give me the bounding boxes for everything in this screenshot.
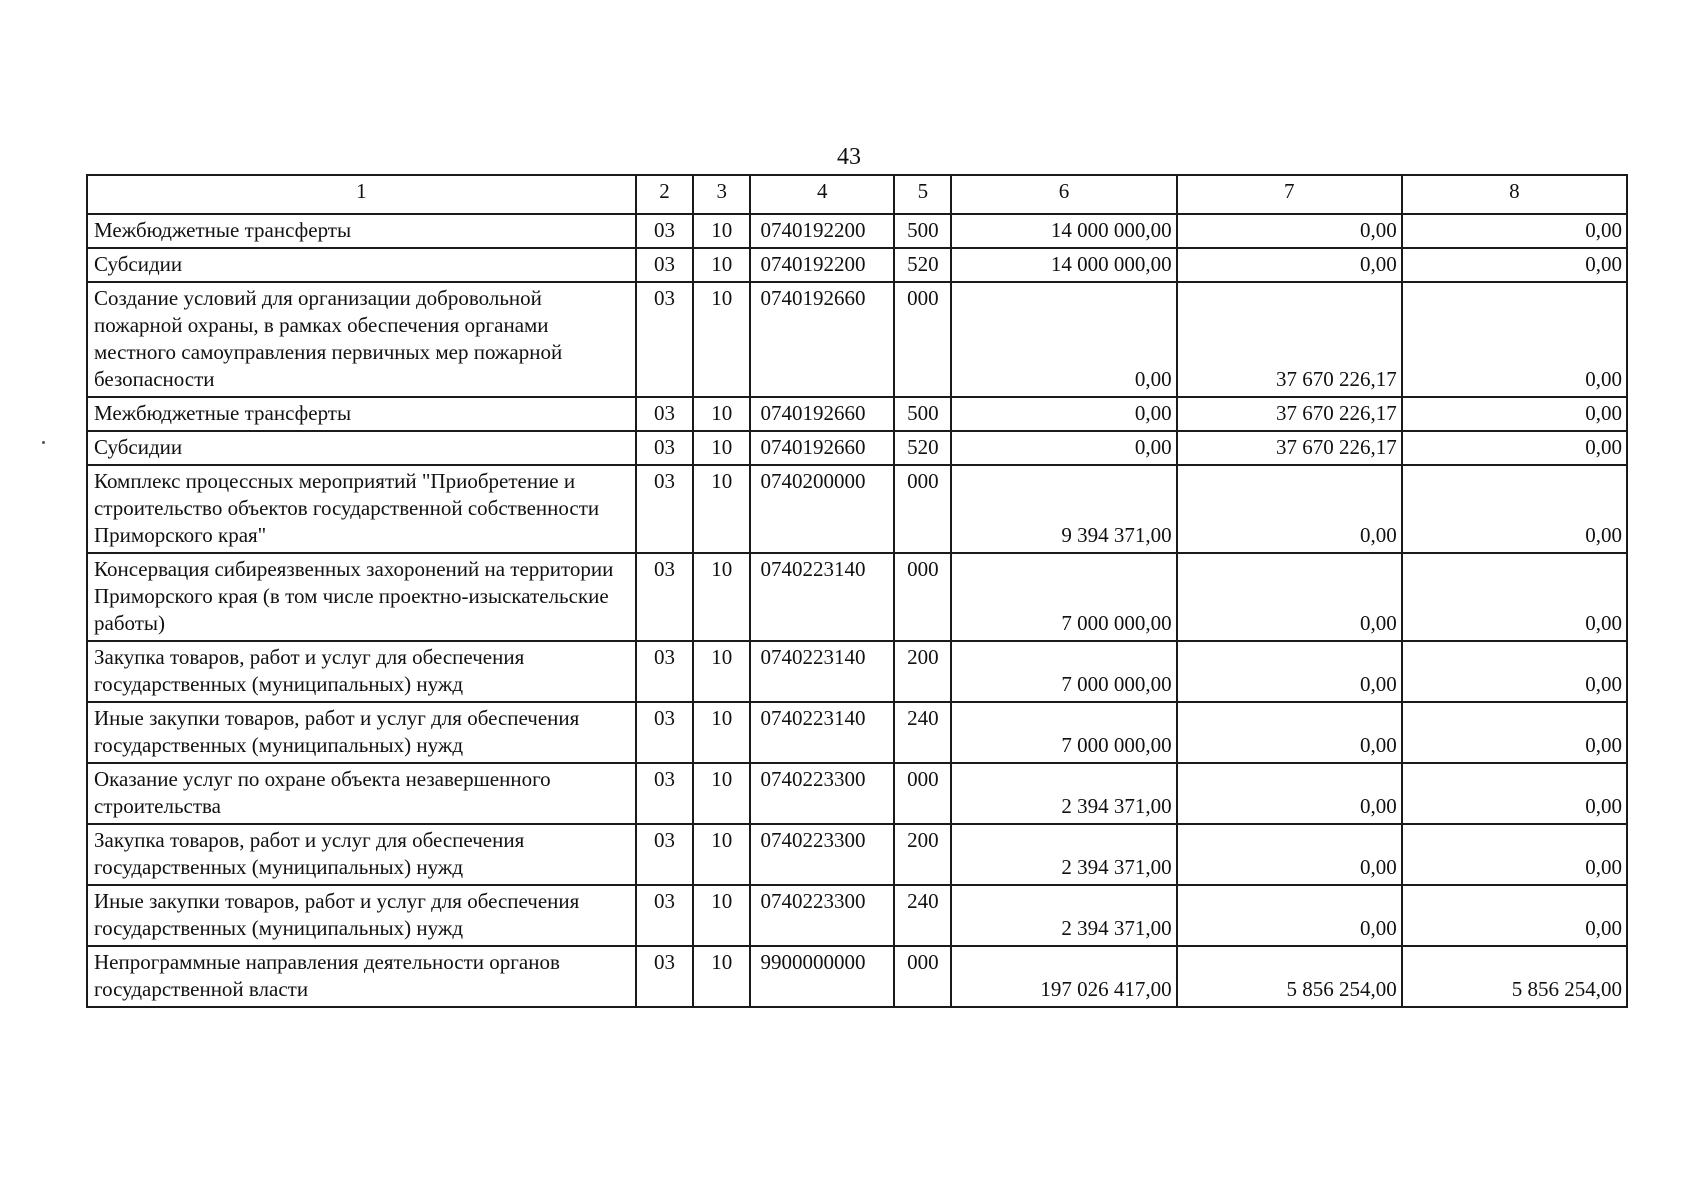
cell-amount-8: 0,00 (1402, 553, 1627, 641)
column-header: 4 (750, 175, 894, 214)
cell-amount-6: 7 000 000,00 (951, 641, 1176, 702)
table-body (87, 214, 1627, 1007)
cell-expense-type: 000 (894, 763, 951, 824)
table-row (87, 214, 1627, 248)
cell-target-article: 0740223140 (750, 641, 894, 702)
cell-subsection: 10 (693, 763, 750, 824)
cell-subsection: 10 (693, 214, 750, 248)
cell-amount-7: 0,00 (1177, 465, 1402, 553)
cell-expense-type: 520 (894, 431, 951, 465)
cell-amount-6: 14 000 000,00 (951, 214, 1176, 248)
cell-target-article: 0740223300 (750, 885, 894, 946)
cell-amount-8: 0,00 (1402, 214, 1627, 248)
cell-target-article: 0740192660 (750, 282, 894, 397)
cell-expense-type: 000 (894, 282, 951, 397)
table-row (87, 431, 1627, 465)
cell-section: 03 (636, 214, 693, 248)
column-header: 7 (1177, 175, 1402, 214)
cell-subsection: 10 (693, 431, 750, 465)
cell-section: 03 (636, 431, 693, 465)
cell-section: 03 (636, 553, 693, 641)
cell-expense-type: 000 (894, 465, 951, 553)
cell-target-article: 0740200000 (750, 465, 894, 553)
cell-amount-7: 0,00 (1177, 641, 1402, 702)
cell-target-article: 0740192660 (750, 397, 894, 431)
cell-amount-6: 2 394 371,00 (951, 824, 1176, 885)
cell-expense-type: 500 (894, 397, 951, 431)
cell-name: Межбюджетные трансферты (87, 397, 636, 431)
cell-target-article: 9900000000 (750, 946, 894, 1007)
table-row (87, 946, 1627, 1007)
cell-amount-7: 37 670 226,17 (1177, 431, 1402, 465)
cell-subsection: 10 (693, 824, 750, 885)
page-number: 43 (837, 144, 861, 170)
cell-expense-type: 200 (894, 824, 951, 885)
budget-table (86, 174, 1628, 1008)
cell-name: Субсидии (87, 248, 636, 282)
table-row (87, 641, 1627, 702)
cell-name: Иные закупки товаров, работ и услуг для обеспечения государственных (муниципальных) нужд (87, 702, 636, 763)
table-row (87, 282, 1627, 397)
cell-expense-type: 000 (894, 946, 951, 1007)
cell-subsection: 10 (693, 641, 750, 702)
cell-name: Оказание услуг по охране объекта незавершенного строительства (87, 763, 636, 824)
cell-target-article: 0740192660 (750, 431, 894, 465)
cell-amount-6: 0,00 (951, 431, 1176, 465)
cell-target-article: 0740192200 (750, 214, 894, 248)
cell-section: 03 (636, 885, 693, 946)
cell-expense-type: 240 (894, 885, 951, 946)
cell-amount-6: 7 000 000,00 (951, 553, 1176, 641)
cell-section: 03 (636, 824, 693, 885)
cell-section: 03 (636, 465, 693, 553)
cell-expense-type: 240 (894, 702, 951, 763)
cell-amount-7: 0,00 (1177, 824, 1402, 885)
cell-section: 03 (636, 397, 693, 431)
table-row (87, 885, 1627, 946)
cell-section: 03 (636, 641, 693, 702)
cell-subsection: 10 (693, 946, 750, 1007)
cell-expense-type: 500 (894, 214, 951, 248)
cell-subsection: 10 (693, 702, 750, 763)
cell-amount-6: 14 000 000,00 (951, 248, 1176, 282)
column-header: 1 (87, 175, 636, 214)
cell-target-article: 0740223140 (750, 702, 894, 763)
cell-target-article: 0740192200 (750, 248, 894, 282)
column-header: 6 (951, 175, 1176, 214)
cell-amount-7: 5 856 254,00 (1177, 946, 1402, 1007)
scan-speck (42, 441, 45, 444)
cell-amount-8: 0,00 (1402, 282, 1627, 397)
column-header: 3 (693, 175, 750, 214)
cell-amount-6: 2 394 371,00 (951, 885, 1176, 946)
cell-name: Консервация сибиреязвенных захоронений на территории Приморского края (в том числе проектно-изыскательские работы) (87, 553, 636, 641)
cell-amount-6: 0,00 (951, 397, 1176, 431)
table-row (87, 702, 1627, 763)
cell-name: Комплекс процессных мероприятий "Приобретение и строительство объектов государственной собственности Приморского края" (87, 465, 636, 553)
cell-amount-8: 0,00 (1402, 702, 1627, 763)
cell-amount-7: 0,00 (1177, 553, 1402, 641)
column-header: 2 (636, 175, 693, 214)
cell-target-article: 0740223140 (750, 553, 894, 641)
cell-section: 03 (636, 702, 693, 763)
table-row (87, 824, 1627, 885)
cell-expense-type: 000 (894, 553, 951, 641)
table-row (87, 397, 1627, 431)
cell-amount-7: 0,00 (1177, 214, 1402, 248)
cell-name: Закупка товаров, работ и услуг для обеспечения государственных (муниципальных) нужд (87, 641, 636, 702)
column-header: 8 (1402, 175, 1627, 214)
cell-subsection: 10 (693, 553, 750, 641)
cell-expense-type: 200 (894, 641, 951, 702)
cell-name: Субсидии (87, 431, 636, 465)
cell-subsection: 10 (693, 397, 750, 431)
cell-amount-8: 0,00 (1402, 885, 1627, 946)
cell-amount-7: 0,00 (1177, 248, 1402, 282)
cell-expense-type: 520 (894, 248, 951, 282)
cell-amount-7: 0,00 (1177, 763, 1402, 824)
cell-amount-6: 7 000 000,00 (951, 702, 1176, 763)
cell-amount-8: 0,00 (1402, 248, 1627, 282)
cell-section: 03 (636, 282, 693, 397)
cell-subsection: 10 (693, 465, 750, 553)
cell-section: 03 (636, 763, 693, 824)
cell-amount-7: 0,00 (1177, 702, 1402, 763)
cell-subsection: 10 (693, 248, 750, 282)
cell-amount-8: 0,00 (1402, 465, 1627, 553)
cell-amount-8: 0,00 (1402, 763, 1627, 824)
cell-amount-6: 0,00 (951, 282, 1176, 397)
cell-amount-6: 9 394 371,00 (951, 465, 1176, 553)
table-row (87, 763, 1627, 824)
cell-amount-6: 197 026 417,00 (951, 946, 1176, 1007)
cell-amount-7: 37 670 226,17 (1177, 397, 1402, 431)
column-header: 5 (894, 175, 951, 214)
cell-amount-7: 37 670 226,17 (1177, 282, 1402, 397)
table-row (87, 465, 1627, 553)
cell-section: 03 (636, 946, 693, 1007)
cell-amount-8: 0,00 (1402, 641, 1627, 702)
cell-target-article: 0740223300 (750, 824, 894, 885)
cell-name: Создание условий для организации добровольной пожарной охраны, в рамках обеспечения органами местного самоуправления первичных мер пожарной безопасности (87, 282, 636, 397)
cell-amount-7: 0,00 (1177, 885, 1402, 946)
cell-amount-6: 2 394 371,00 (951, 763, 1176, 824)
cell-name: Непрограммные направления деятельности органов государственной власти (87, 946, 636, 1007)
cell-name: Иные закупки товаров, работ и услуг для обеспечения государственных (муниципальных) нужд (87, 885, 636, 946)
cell-subsection: 10 (693, 885, 750, 946)
cell-amount-8: 0,00 (1402, 397, 1627, 431)
cell-subsection: 10 (693, 282, 750, 397)
table-row (87, 248, 1627, 282)
cell-amount-8: 0,00 (1402, 431, 1627, 465)
cell-target-article: 0740223300 (750, 763, 894, 824)
header-row (87, 175, 1627, 214)
table-row (87, 553, 1627, 641)
cell-section: 03 (636, 248, 693, 282)
cell-name: Закупка товаров, работ и услуг для обеспечения государственных (муниципальных) нужд (87, 824, 636, 885)
cell-amount-8: 5 856 254,00 (1402, 946, 1627, 1007)
cell-name: Межбюджетные трансферты (87, 214, 636, 248)
cell-amount-8: 0,00 (1402, 824, 1627, 885)
